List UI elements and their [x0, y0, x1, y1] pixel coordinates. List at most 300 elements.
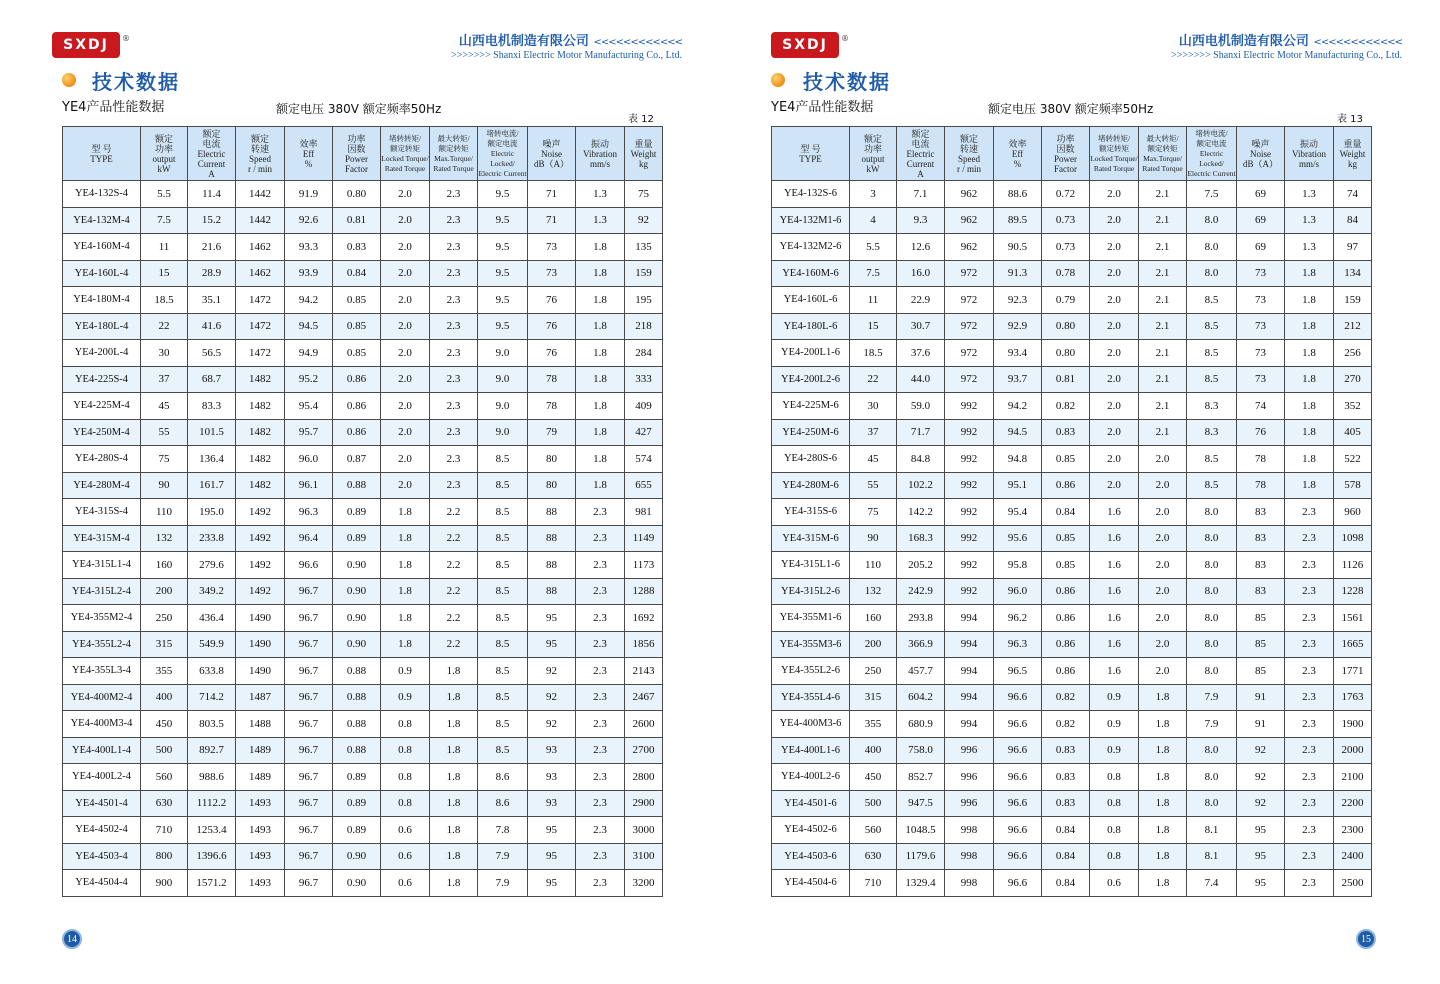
cell-vibration: 1.8: [1285, 260, 1334, 287]
cell-vibration: 1.8: [1285, 313, 1334, 340]
cell-vibration: 2.3: [576, 843, 625, 870]
cell-output: 22: [141, 313, 188, 340]
cell-vibration: 2.3: [1285, 525, 1334, 552]
cell-output: 18.5: [850, 340, 897, 367]
cell-max-torque: 2.0: [1139, 578, 1187, 605]
cell-locked-current: 8.0: [1187, 525, 1237, 552]
cell-noise: 78: [528, 393, 576, 420]
cell-pf: 0.86: [333, 419, 381, 446]
cell-vibration: 2.3: [576, 684, 625, 711]
cell-type: YE4-315L1-4: [63, 552, 141, 579]
cell-locked-current: 8.5: [478, 605, 528, 632]
table-row: [63, 287, 663, 314]
cell-locked-current: 8.5: [478, 472, 528, 499]
header-line: 电流: [202, 138, 221, 149]
cell-weight: 655: [625, 472, 663, 499]
cell-type: YE4-250M-4: [63, 419, 141, 446]
cell-speed: 992: [945, 472, 994, 499]
registered-mark: ®: [122, 34, 130, 43]
cell-type: YE4-225S-4: [63, 366, 141, 393]
cell-output: 160: [141, 552, 188, 579]
cell-max-torque: 2.1: [1139, 393, 1187, 420]
header-line: 效率: [1008, 138, 1027, 149]
table-row: [772, 472, 1372, 499]
table-row: [63, 631, 663, 658]
cell-weight: 97: [1334, 234, 1372, 261]
cell-output: 500: [850, 790, 897, 817]
cell-output: 18.5: [141, 287, 188, 314]
cell-current: 161.7: [188, 472, 236, 499]
page-number: 14: [62, 929, 82, 949]
cell-eff: 96.6: [994, 764, 1042, 791]
cell-locked-current: 8.0: [1187, 578, 1237, 605]
cell-output: 450: [850, 764, 897, 791]
column-header-type: [63, 127, 141, 181]
cell-type: YE4-4503-6: [772, 843, 850, 870]
cell-locked-torque: 2.0: [1090, 419, 1139, 446]
cell-locked-torque: 1.8: [381, 525, 430, 552]
cell-vibration: 1.8: [576, 313, 625, 340]
header-line: 额定: [911, 128, 930, 139]
cell-locked-torque: 2.0: [1090, 234, 1139, 261]
cell-locked-current: 8.5: [1187, 472, 1237, 499]
column-header-speed: [236, 127, 285, 181]
cell-vibration: 2.3: [1285, 684, 1334, 711]
cell-output: 200: [850, 631, 897, 658]
header-line: 额定电流: [1196, 138, 1227, 148]
cell-max-torque: 2.1: [1139, 234, 1187, 261]
cell-current: 59.0: [897, 393, 945, 420]
column-header-locked-current: [1187, 127, 1237, 181]
cell-weight: 1173: [625, 552, 663, 579]
cell-speed: 1482: [236, 419, 285, 446]
column-header-eff: [285, 127, 333, 181]
cell-max-torque: 2.3: [430, 181, 478, 208]
cell-type: YE4-355M2-4: [63, 605, 141, 632]
cell-locked-torque: 2.0: [1090, 366, 1139, 393]
cell-pf: 0.90: [333, 578, 381, 605]
cell-weight: 1228: [1334, 578, 1372, 605]
cell-noise: 76: [528, 313, 576, 340]
header-line: Noise: [1250, 148, 1271, 159]
cell-eff: 96.0: [994, 578, 1042, 605]
column-header-current: [188, 127, 236, 181]
cell-current: 279.6: [188, 552, 236, 579]
company-arrows-en: >>>>>>>: [451, 49, 491, 61]
cell-locked-torque: 2.0: [381, 366, 430, 393]
header-line: 重量: [1343, 138, 1362, 149]
right-page: [720, 0, 1440, 984]
cell-locked-current: 9.0: [478, 393, 528, 420]
cell-current: 195.0: [188, 499, 236, 526]
cell-speed: 1489: [236, 737, 285, 764]
cell-type: YE4-4501-4: [63, 790, 141, 817]
cell-max-torque: 2.1: [1139, 207, 1187, 234]
cell-current: 1179.6: [897, 843, 945, 870]
cell-type: YE4-180M-4: [63, 287, 141, 314]
table-row: [772, 207, 1372, 234]
cell-locked-torque: 1.6: [1090, 525, 1139, 552]
table-row: [772, 393, 1372, 420]
cell-current: 9.3: [897, 207, 945, 234]
cell-current: 1571.2: [188, 870, 236, 897]
cell-noise: 95: [1237, 817, 1285, 844]
cell-locked-current: 9.5: [478, 260, 528, 287]
cell-eff: 96.7: [285, 870, 333, 897]
cell-max-torque: 2.1: [1139, 181, 1187, 208]
cell-weight: 3200: [625, 870, 663, 897]
cell-speed: 1472: [236, 340, 285, 367]
cell-type: YE4-355L4-6: [772, 684, 850, 711]
cell-weight: 2500: [1334, 870, 1372, 897]
cell-noise: 78: [528, 366, 576, 393]
cell-noise: 80: [528, 446, 576, 473]
cell-type: YE4-4501-6: [772, 790, 850, 817]
cell-type: YE4-315L1-6: [772, 552, 850, 579]
cell-locked-torque: 1.6: [1090, 578, 1139, 605]
header-line: Rated Torque: [1142, 163, 1183, 173]
cell-type: YE4-280M-6: [772, 472, 850, 499]
cell-output: 55: [850, 472, 897, 499]
cell-current: 892.7: [188, 737, 236, 764]
cell-pf: 0.80: [1042, 313, 1090, 340]
cell-vibration: 2.3: [1285, 843, 1334, 870]
cell-eff: 93.4: [994, 340, 1042, 367]
cell-locked-current: 7.4: [1187, 870, 1237, 897]
cell-vibration: 2.3: [576, 605, 625, 632]
cell-speed: 1493: [236, 870, 285, 897]
table-row: [63, 552, 663, 579]
cell-type: YE4-132M1-6: [772, 207, 850, 234]
cell-max-torque: 2.3: [430, 287, 478, 314]
cell-weight: 135: [625, 234, 663, 261]
cell-locked-current: 8.5: [478, 658, 528, 685]
cell-locked-torque: 2.0: [1090, 446, 1139, 473]
cell-speed: 1472: [236, 313, 285, 340]
bullet-dot-icon: [771, 73, 785, 87]
cell-pf: 0.88: [333, 711, 381, 738]
cell-eff: 96.6: [285, 552, 333, 579]
cell-speed: 1462: [236, 234, 285, 261]
cell-weight: 2700: [625, 737, 663, 764]
header-line: 振动: [590, 138, 609, 149]
cell-weight: 159: [1334, 287, 1372, 314]
cell-current: 1253.4: [188, 817, 236, 844]
cell-pf: 0.83: [1042, 764, 1090, 791]
cell-weight: 270: [1334, 366, 1372, 393]
cell-locked-current: 8.0: [1187, 499, 1237, 526]
cell-current: 349.2: [188, 578, 236, 605]
table-row: [63, 207, 663, 234]
cell-vibration: 2.3: [1285, 552, 1334, 579]
company-name-en: Shanxi Electric Motor Manufacturing Co., Ltd.: [1213, 49, 1402, 61]
cell-pf: 0.83: [333, 234, 381, 261]
cell-weight: 1149: [625, 525, 663, 552]
cell-pf: 0.86: [1042, 472, 1090, 499]
cell-eff: 96.6: [994, 790, 1042, 817]
cell-max-torque: 1.8: [1139, 737, 1187, 764]
cell-type: YE4-180L-4: [63, 313, 141, 340]
cell-locked-current: 8.5: [1187, 287, 1237, 314]
cell-type: YE4-315M-4: [63, 525, 141, 552]
column-header-max-torque: [430, 127, 478, 181]
cell-output: 630: [850, 843, 897, 870]
cell-speed: 996: [945, 790, 994, 817]
cell-weight: 3000: [625, 817, 663, 844]
cell-weight: 1771: [1334, 658, 1372, 685]
column-header-noise: [1237, 127, 1285, 181]
cell-locked-torque: 0.9: [1090, 737, 1139, 764]
cell-weight: 3100: [625, 843, 663, 870]
cell-speed: 992: [945, 393, 994, 420]
table-subtitle: YE4产品性能数据: [62, 100, 165, 115]
cell-noise: 69: [1237, 207, 1285, 234]
cell-current: 16.0: [897, 260, 945, 287]
cell-max-torque: 2.0: [1139, 446, 1187, 473]
cell-vibration: 1.3: [576, 207, 625, 234]
cell-pf: 0.83: [1042, 419, 1090, 446]
cell-weight: 2400: [1334, 843, 1372, 870]
table-row: [63, 737, 663, 764]
cell-speed: 1489: [236, 764, 285, 791]
cell-speed: 994: [945, 658, 994, 685]
cell-locked-torque: 0.9: [381, 658, 430, 685]
cell-vibration: 2.3: [576, 499, 625, 526]
sxdj-logo: [52, 32, 120, 58]
cell-output: 355: [850, 711, 897, 738]
cell-vibration: 2.3: [1285, 578, 1334, 605]
header-line: Electric Current: [478, 168, 527, 178]
cell-weight: 92: [625, 207, 663, 234]
header-line: %: [304, 158, 313, 169]
cell-weight: 256: [1334, 340, 1372, 367]
cell-noise: 95: [1237, 843, 1285, 870]
cell-pf: 0.89: [333, 790, 381, 817]
company-header: [1171, 34, 1402, 62]
cell-speed: 992: [945, 525, 994, 552]
cell-eff: 95.2: [285, 366, 333, 393]
cell-locked-current: 8.5: [1187, 366, 1237, 393]
cell-speed: 962: [945, 234, 994, 261]
cell-weight: 2000: [1334, 737, 1372, 764]
header-line: 额定转矩: [1099, 143, 1129, 153]
cell-pf: 0.86: [333, 366, 381, 393]
rated-conditions: 额定电压 380V 额定频率50Hz: [988, 102, 1154, 116]
header-line: 最大转矩/: [437, 133, 470, 143]
cell-speed: 1482: [236, 393, 285, 420]
cell-locked-torque: 2.0: [381, 260, 430, 287]
cell-output: 15: [141, 260, 188, 287]
cell-noise: 83: [1237, 499, 1285, 526]
table-row: [772, 658, 1372, 685]
cell-vibration: 2.3: [1285, 631, 1334, 658]
cell-speed: 1490: [236, 605, 285, 632]
header-line: r / min: [248, 163, 272, 174]
cell-current: 22.9: [897, 287, 945, 314]
cell-type: YE4-315L2-6: [772, 578, 850, 605]
column-header-pf: [1042, 127, 1090, 181]
cell-weight: 333: [625, 366, 663, 393]
cell-eff: 96.7: [285, 578, 333, 605]
cell-max-torque: 1.8: [1139, 711, 1187, 738]
header-line: TYPE: [799, 153, 822, 164]
cell-vibration: 1.3: [1285, 207, 1334, 234]
cell-vibration: 1.8: [1285, 419, 1334, 446]
column-header-max-torque: [1139, 127, 1187, 181]
header-line: Speed: [958, 153, 980, 164]
cell-vibration: 1.8: [1285, 287, 1334, 314]
cell-vibration: 2.3: [1285, 817, 1334, 844]
column-header-weight: [1334, 127, 1372, 181]
rated-conditions: 额定电压 380V 额定频率50Hz: [276, 102, 442, 116]
cell-noise: 73: [1237, 340, 1285, 367]
cell-eff: 96.6: [994, 684, 1042, 711]
cell-current: 71.7: [897, 419, 945, 446]
cell-speed: 992: [945, 552, 994, 579]
cell-current: 56.5: [188, 340, 236, 367]
cell-locked-current: 7.9: [478, 870, 528, 897]
cell-output: 37: [141, 366, 188, 393]
cell-current: 293.8: [897, 605, 945, 632]
cell-noise: 73: [528, 234, 576, 261]
cell-noise: 95: [1237, 870, 1285, 897]
cell-current: 803.5: [188, 711, 236, 738]
cell-weight: 218: [625, 313, 663, 340]
cell-pf: 0.84: [1042, 499, 1090, 526]
cell-eff: 94.5: [285, 313, 333, 340]
cell-locked-torque: 1.8: [381, 578, 430, 605]
cell-locked-torque: 0.6: [381, 817, 430, 844]
cell-locked-current: 8.1: [1187, 843, 1237, 870]
cell-eff: 96.3: [994, 631, 1042, 658]
cell-eff: 96.7: [285, 790, 333, 817]
cell-noise: 95: [528, 817, 576, 844]
header-line: Weight: [1339, 148, 1366, 159]
header-line: 堵转转矩/: [388, 133, 422, 143]
table-row: [63, 578, 663, 605]
cell-speed: 1493: [236, 817, 285, 844]
cell-current: 549.9: [188, 631, 236, 658]
company-arrows-en: >>>>>>>: [1171, 49, 1211, 61]
cell-weight: 2143: [625, 658, 663, 685]
header-line: 功率: [1056, 133, 1075, 144]
cell-pf: 0.90: [333, 605, 381, 632]
cell-weight: 212: [1334, 313, 1372, 340]
cell-output: 55: [141, 419, 188, 446]
cell-locked-torque: 1.8: [381, 605, 430, 632]
cell-locked-torque: 0.8: [381, 737, 430, 764]
cell-locked-torque: 1.6: [1090, 499, 1139, 526]
cell-output: 110: [141, 499, 188, 526]
cell-pf: 0.86: [1042, 578, 1090, 605]
table-row: [772, 446, 1372, 473]
cell-locked-torque: 1.8: [381, 631, 430, 658]
cell-locked-current: 8.3: [1187, 419, 1237, 446]
cell-output: 7.5: [850, 260, 897, 287]
cell-noise: 95: [528, 870, 576, 897]
cell-pf: 0.82: [1042, 711, 1090, 738]
cell-noise: 95: [528, 631, 576, 658]
cell-eff: 90.5: [994, 234, 1042, 261]
cell-locked-torque: 1.8: [381, 499, 430, 526]
cell-eff: 93.3: [285, 234, 333, 261]
cell-current: 7.1: [897, 181, 945, 208]
table-row: [772, 260, 1372, 287]
cell-output: 560: [141, 764, 188, 791]
cell-current: 35.1: [188, 287, 236, 314]
cell-current: 44.0: [897, 366, 945, 393]
cell-noise: 78: [1237, 446, 1285, 473]
cell-weight: 427: [625, 419, 663, 446]
cell-vibration: 2.3: [576, 737, 625, 764]
cell-pf: 0.83: [1042, 737, 1090, 764]
cell-locked-torque: 2.0: [1090, 313, 1139, 340]
cell-locked-torque: 2.0: [381, 419, 430, 446]
cell-max-torque: 1.8: [430, 790, 478, 817]
cell-speed: 1482: [236, 366, 285, 393]
cell-type: YE4-180L-6: [772, 313, 850, 340]
header-row: [772, 127, 1372, 181]
cell-current: 68.7: [188, 366, 236, 393]
cell-vibration: 2.3: [576, 631, 625, 658]
cell-locked-torque: 2.0: [381, 340, 430, 367]
cell-speed: 996: [945, 764, 994, 791]
table-row: [63, 234, 663, 261]
cell-max-torque: 2.1: [1139, 287, 1187, 314]
cell-pf: 0.90: [333, 843, 381, 870]
cell-locked-current: 8.5: [478, 631, 528, 658]
table-row: [63, 843, 663, 870]
header-line: Electric: [906, 148, 935, 159]
cell-type: YE4-132S-6: [772, 181, 850, 208]
cell-pf: 0.85: [1042, 552, 1090, 579]
cell-output: 800: [141, 843, 188, 870]
cell-pf: 0.78: [1042, 260, 1090, 287]
cell-noise: 83: [1237, 578, 1285, 605]
cell-locked-current: 9.5: [478, 207, 528, 234]
cell-noise: 93: [528, 737, 576, 764]
cell-max-torque: 1.8: [430, 817, 478, 844]
cell-current: 233.8: [188, 525, 236, 552]
header-line: 额定转矩: [438, 143, 469, 153]
cell-output: 22: [850, 366, 897, 393]
cell-locked-torque: 0.8: [381, 790, 430, 817]
cell-locked-torque: 1.8: [381, 552, 430, 579]
header-line: kW: [866, 163, 880, 174]
cell-type: YE4-315L2-4: [63, 578, 141, 605]
cell-eff: 96.7: [285, 711, 333, 738]
cell-type: YE4-315S-4: [63, 499, 141, 526]
cell-pf: 0.88: [333, 472, 381, 499]
header-line: 额定转矩: [390, 143, 420, 153]
header-line: Current: [906, 158, 935, 169]
cell-eff: 95.4: [994, 499, 1042, 526]
header-line: Max.Torque/: [1143, 153, 1182, 163]
cell-current: 101.5: [188, 419, 236, 446]
cell-pf: 0.89: [333, 817, 381, 844]
cell-type: YE4-400L2-4: [63, 764, 141, 791]
cell-pf: 0.86: [333, 393, 381, 420]
cell-vibration: 2.3: [1285, 737, 1334, 764]
cell-speed: 1492: [236, 578, 285, 605]
cell-pf: 0.73: [1042, 234, 1090, 261]
cell-vibration: 1.8: [1285, 366, 1334, 393]
header-line: 功率: [154, 143, 173, 154]
cell-eff: 96.7: [285, 764, 333, 791]
cell-eff: 94.9: [285, 340, 333, 367]
cell-output: 250: [141, 605, 188, 632]
cell-type: YE4-280S-6: [772, 446, 850, 473]
